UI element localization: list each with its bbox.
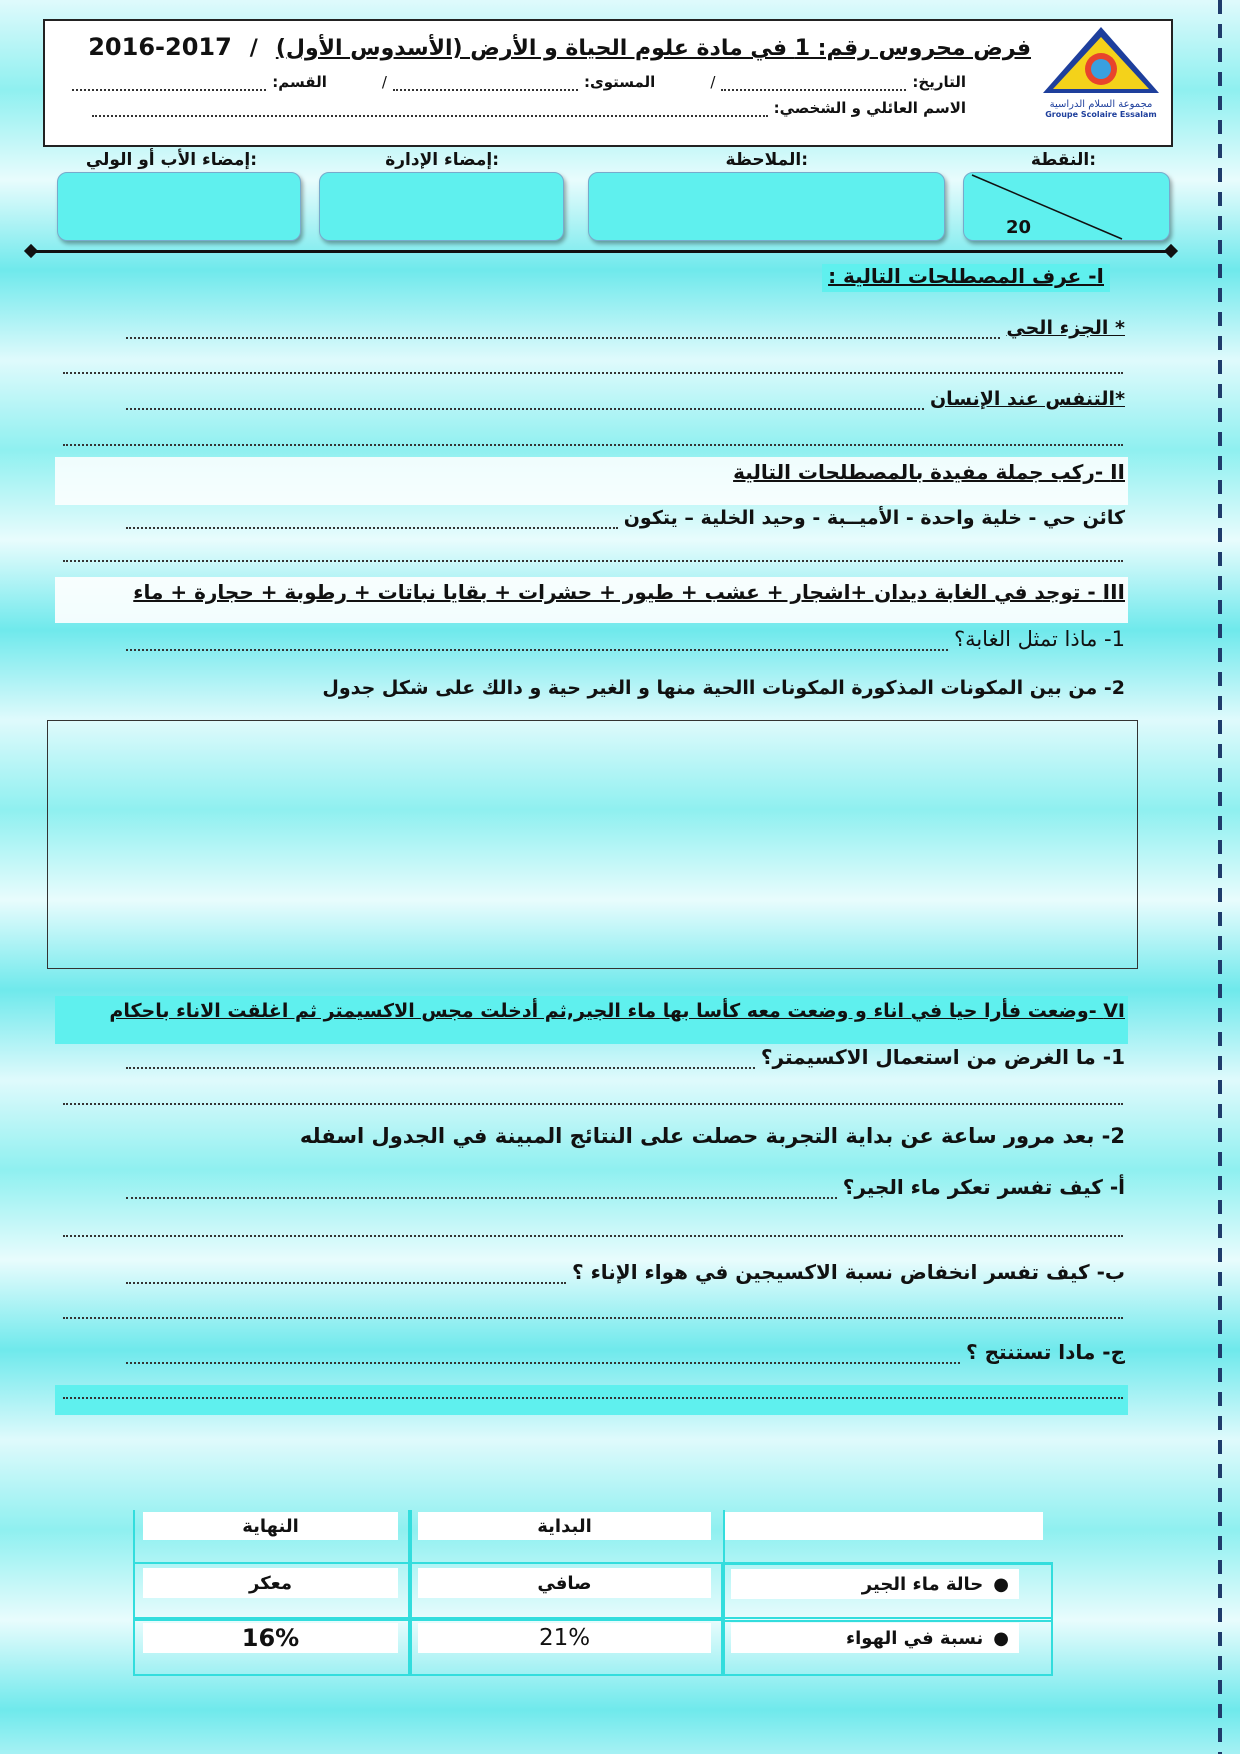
title-row [61,33,1031,61]
dashed-page-edge [1218,0,1222,1754]
section-4-title: VI -وضعت فأرا حيا في اناء و وضعت معه كأسا بها ماء الجير,ثم أدخلت مجس الاكسيمتر ثم اغلقت الاناء باحكام [109,1000,1125,1022]
section-3-title: III - توجد في الغابة ديدان +اشجار + عشب + طيور + حشرات + بقايا نباتات + رطوبة + حجارة + ماء [133,580,1125,604]
section-4-q1: 1- ما الغرض من استعمال الاكسيمتر؟ [760,1045,1125,1069]
name-label: الاسم العائلي و الشخصي: [773,99,966,117]
logo-text-latin: Groupe Scolaire Essalam [1045,110,1157,119]
table-row [408,1562,725,1621]
row1-label-cell [731,1569,1019,1599]
results-table [133,1510,1051,1678]
answer-line[interactable] [126,1362,960,1364]
parent-signature-label: إمضاء الأب أو الولي: [85,150,257,170]
parent-signature-box[interactable] [57,172,301,241]
table-row-label-cell [721,1562,1053,1622]
score-diagonal-icon [964,173,1169,240]
answer-line[interactable] [63,1103,1123,1105]
row2-label-cell [731,1623,1019,1653]
admin-signature-box[interactable] [319,172,564,241]
bullet-icon: ● [993,1573,1009,1595]
answer-line[interactable] [126,1067,755,1069]
level-field[interactable] [393,89,578,91]
section-4-q2: 2- بعد مرور ساعة عن بداية التجربة حصلت على النتائج المبينة في الجدول اسفله [299,1124,1125,1148]
table-row [133,1562,412,1621]
classification-table-answer-box[interactable] [47,720,1138,969]
table-row [133,1617,412,1676]
logo-text: مجموعة السلام الدراسية [1049,99,1153,110]
score-label: النقطة: [1030,150,1096,170]
section-3-q2: 2- من بين المكونات المذكورة المكونات االحية منها و الغير حية و دالك على شكل جدول [322,677,1125,699]
school-year: 2016-2017 [88,33,232,61]
logo-triangle-icon [1041,25,1161,95]
section-1-title: I- عرف المصطلحات التالية : [822,264,1110,292]
final-answer-band [55,1385,1128,1415]
date-field[interactable] [721,89,906,91]
table-header-empty [725,1512,1043,1540]
row2-label: نسبة في الهواء [845,1627,984,1649]
name-field[interactable] [92,115,768,117]
admin-signature-label: إمضاء الإدارة: [385,150,499,170]
level-label: المستوى: [583,73,656,91]
table-header-end: النهاية [143,1512,398,1540]
section-3-q1: 1- ماذا تمثل الغابة؟ [953,627,1125,651]
answer-line[interactable] [126,649,948,651]
answer-line[interactable] [126,1197,837,1199]
remark-label: الملاحظة: [725,150,808,170]
remark-box[interactable] [588,172,945,241]
class-label: القسم: [272,73,327,91]
title-separator: / [249,36,258,61]
table-header-start: البداية [418,1512,711,1540]
answer-line[interactable] [126,1282,566,1284]
row2-start: 21% [418,1623,711,1653]
answer-line[interactable] [63,1397,1123,1399]
answer-line[interactable] [63,444,1123,446]
row1-end: معكر [143,1568,398,1598]
info-slash-2: / [381,73,387,91]
answer-line[interactable] [63,372,1123,374]
section-4-qb: ب- كيف تفسر انخفاض نسبة الاكسيجين في هواء الإناء ؟ [572,1260,1125,1284]
bullet-icon: ● [993,1627,1009,1649]
section-2-words-row [120,507,1125,529]
table-header-end-cell [133,1510,412,1564]
section-4-qb-row [120,1260,1125,1284]
section-3-q1-row [120,627,1125,651]
section-2-words: كائن حي - خلية واحدة - الأميــبة - وحيد الخلية – يتكون [623,507,1125,529]
info-slash-1: / [710,73,716,91]
term-living-part: * الجزء الحي [1006,317,1125,339]
table-row-label-cell [721,1617,1053,1676]
answer-line[interactable] [126,408,924,410]
answer-line[interactable] [63,1235,1123,1237]
section-4-qc: ج- مادا تستنتج ؟ [966,1340,1125,1364]
answer-line[interactable] [63,1317,1123,1319]
section-4-qa: أ- كيف تفسر تعكر ماء الجير؟ [842,1175,1125,1199]
name-row [86,99,966,117]
row1-start: صافي [418,1568,711,1598]
info-row [66,73,966,91]
section-1-item-2 [120,388,1125,410]
answer-line[interactable] [126,337,1000,339]
section-4-q1-row [120,1045,1125,1069]
date-label: التاريخ: [912,73,966,91]
table-header-start-cell [408,1510,725,1564]
answer-line[interactable] [126,527,618,529]
exam-title: فرض محروس رقم: 1 في مادة علوم الحياة و الأرض (الأسدوس الأول) [275,36,1031,61]
exam-header [43,19,1173,147]
school-logo [1041,25,1161,125]
answer-line[interactable] [63,560,1123,562]
section-4-qc-row [120,1340,1125,1364]
row1-label: حالة ماء الجير [861,1573,984,1595]
row2-end: 16% [143,1623,398,1653]
section-divider [30,250,1172,253]
score-box[interactable] [963,172,1170,241]
score-total: 20 [1006,217,1032,238]
section-4-qa-row [120,1175,1125,1199]
section-2-title: II -ركب جملة مفيدة بالمصطلحات التالية [733,460,1125,484]
table-row [408,1617,725,1676]
term-human-respiration: *التنفس عند الإنسان [929,388,1125,410]
section-1-item-1 [120,317,1125,339]
class-field[interactable] [72,89,266,91]
